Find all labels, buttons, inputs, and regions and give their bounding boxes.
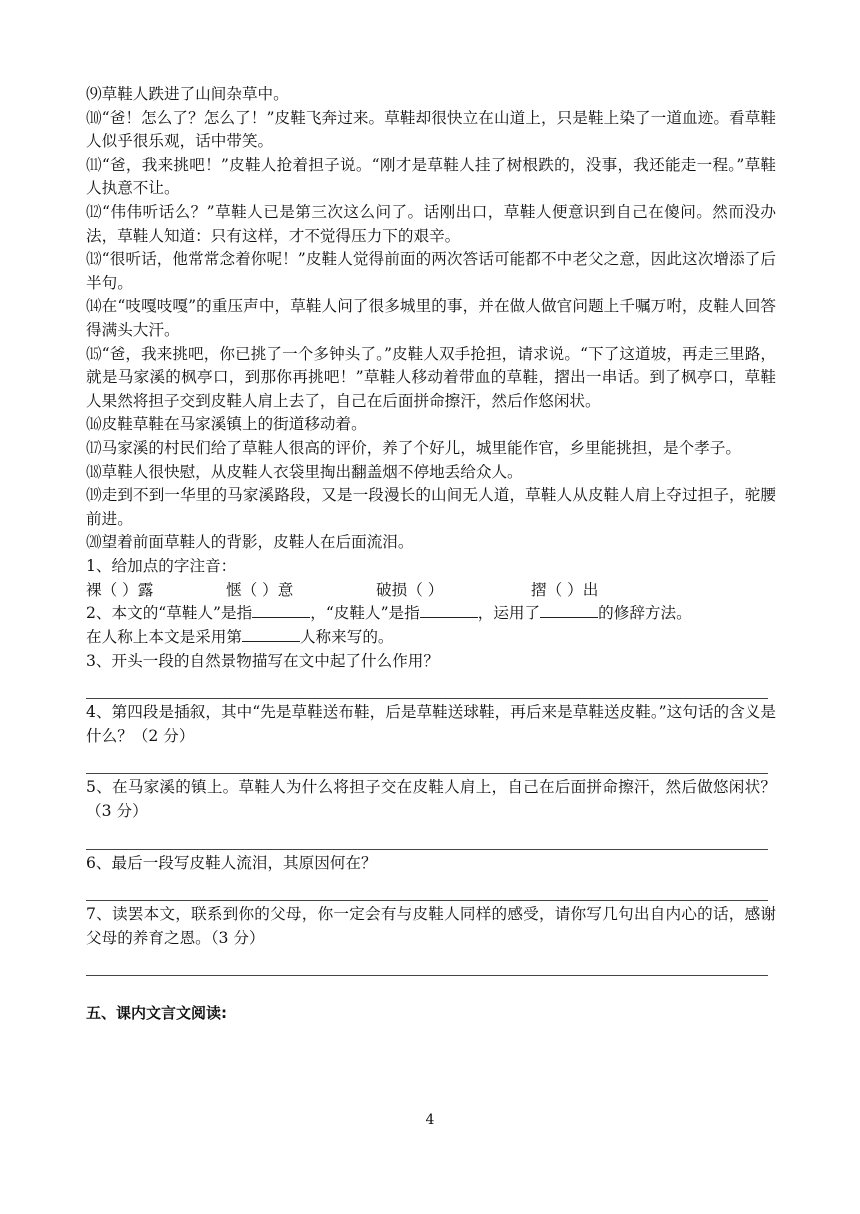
question-2-text-a: 2、本文的“草鞋人”是指 — [86, 604, 253, 623]
question-2-text-b: ，“皮鞋人”是指 — [310, 604, 420, 623]
pinyin-item-1[interactable]: 裸（ ）露 — [86, 581, 154, 600]
paragraph-17: ⒄马家溪的村民们给了草鞋人很高的评价，养了个好儿，城里能作官，乡里能挑担，是个孝子。 — [86, 438, 741, 457]
answer-line-4[interactable] — [86, 748, 768, 774]
answer-blank-3[interactable] — [540, 603, 598, 618]
paragraph-10: ⑽“爸！怎么了？怎么了！”皮鞋飞奔过来。草鞋却很快立在山道上，只是鞋上染了一道血迹。看草鞋人似乎很乐观，话中带笑。 — [86, 108, 776, 151]
paragraph-15: ⒂“爸，我来挑吧，你已挑了一个多钟头了。”皮鞋人双手抢担，请求说。“下了这道坡，再走三里路，就是马家溪的枫亭口，到那你再挑吧！”草鞋人移动着带血的草鞋，摺出一串话。到了枫亭口，草鞋人果然将担子交到皮鞋人肩上去了，自己在后面拼命擦汗，然后作悠闲状。 — [86, 344, 776, 410]
answer-line-3[interactable] — [86, 673, 768, 699]
page-number: 4 — [425, 1112, 435, 1128]
pinyin-item-3[interactable]: 破损（ ） — [376, 581, 444, 600]
question-3: 3、开头一段的自然景物描写在文中起了什么作用？ — [86, 651, 439, 670]
paragraph-11: ⑾“爸，我来挑吧！”皮鞋人抢着担子说。“刚才是草鞋人挂了树根跌的，没事，我还能走一程。”草鞋人执意不让。 — [86, 155, 776, 198]
question-2-text-c: ，运用了 — [477, 604, 541, 623]
paragraph-18: ⒅草鞋人很快慰，从皮鞋人衣袋里掏出翻盖烟不停地丢给众人。 — [86, 462, 523, 481]
question-2-text-d: 的修辞方法。 — [598, 604, 692, 623]
paragraph-19: ⒆走到不到一华里的马家溪路段，又是一段漫长的山间无人道，草鞋人从皮鞋人肩上夺过担子，驼腰前进。 — [86, 486, 776, 528]
pinyin-item-2[interactable]: 惬（ ）意 — [226, 581, 294, 600]
question-2-line-2 — [86, 626, 776, 650]
question-1-title: 1、给加点的字注音： — [86, 556, 237, 575]
question-2-text-f: 人称来写的。 — [299, 628, 394, 647]
document-page — [86, 83, 776, 1023]
question-2-line-1 — [86, 602, 776, 626]
answer-blank-1[interactable] — [252, 603, 310, 618]
answer-line-5[interactable] — [86, 824, 768, 850]
section-5-heading: 五、课内文言文阅读: — [86, 1004, 227, 1023]
answer-line-7[interactable] — [86, 950, 768, 976]
paragraph-20: ⒇望着前面草鞋人的背影，皮鞋人在后面流泪。 — [86, 533, 414, 552]
paragraph-16: ⒃皮鞋草鞋在马家溪镇上的街道移动着。 — [86, 415, 367, 434]
answer-line-6[interactable] — [86, 875, 768, 901]
answer-blank-4[interactable] — [242, 627, 300, 642]
question-4: 4、第四段是插叙，其中“先是草鞋送布鞋，后是草鞋送球鞋，再后来是草鞋送皮鞋。”这句话的含义是什么？（2 分） — [86, 703, 776, 745]
paragraph-12: ⑿“伟伟听话么？”草鞋人已是第三次这么问了。话刚出口，草鞋人便意识到自己在傻问。然而没办法，草鞋人知道：只有这样，才不觉得压力下的艰辛。 — [86, 202, 776, 245]
paragraph-13: ⒀“很听话，他常常念着你呢！”皮鞋人觉得前面的两次答话可能都不中老父之意，因此这次增添了后半句。 — [86, 250, 776, 292]
paragraph-9: ⑼草鞋人跌进了山间杂草中。 — [86, 85, 289, 103]
question-6: 6、最后一段写皮鞋人流泪，其原因何在？ — [86, 853, 377, 872]
answer-blank-2[interactable] — [420, 603, 478, 618]
pinyin-item-4[interactable]: 摺（ ）出 — [531, 581, 599, 600]
question-7: 7、读罢本文，联系到你的父母，你一定会有与皮鞋人同样的感受，请你写几句出自内心的话，感谢父母的养育之恩。（3 分） — [86, 905, 776, 947]
question-2-text-e: 在人称上本文是采用第 — [86, 628, 242, 647]
question-1-items — [86, 578, 776, 602]
paragraph-14: ⒁在“吱嘎吱嘎”的重压声中，草鞋人问了很多城里的事，并在做人做官问题上千嘱万咐，皮鞋人回答得满头大汗。 — [86, 297, 776, 339]
question-5: 5、在马家溪的镇上。草鞋人为什么将担子交在皮鞋人肩上，自己在后面拼命擦汗，然后做悠闲状？（3 分） — [86, 778, 776, 821]
